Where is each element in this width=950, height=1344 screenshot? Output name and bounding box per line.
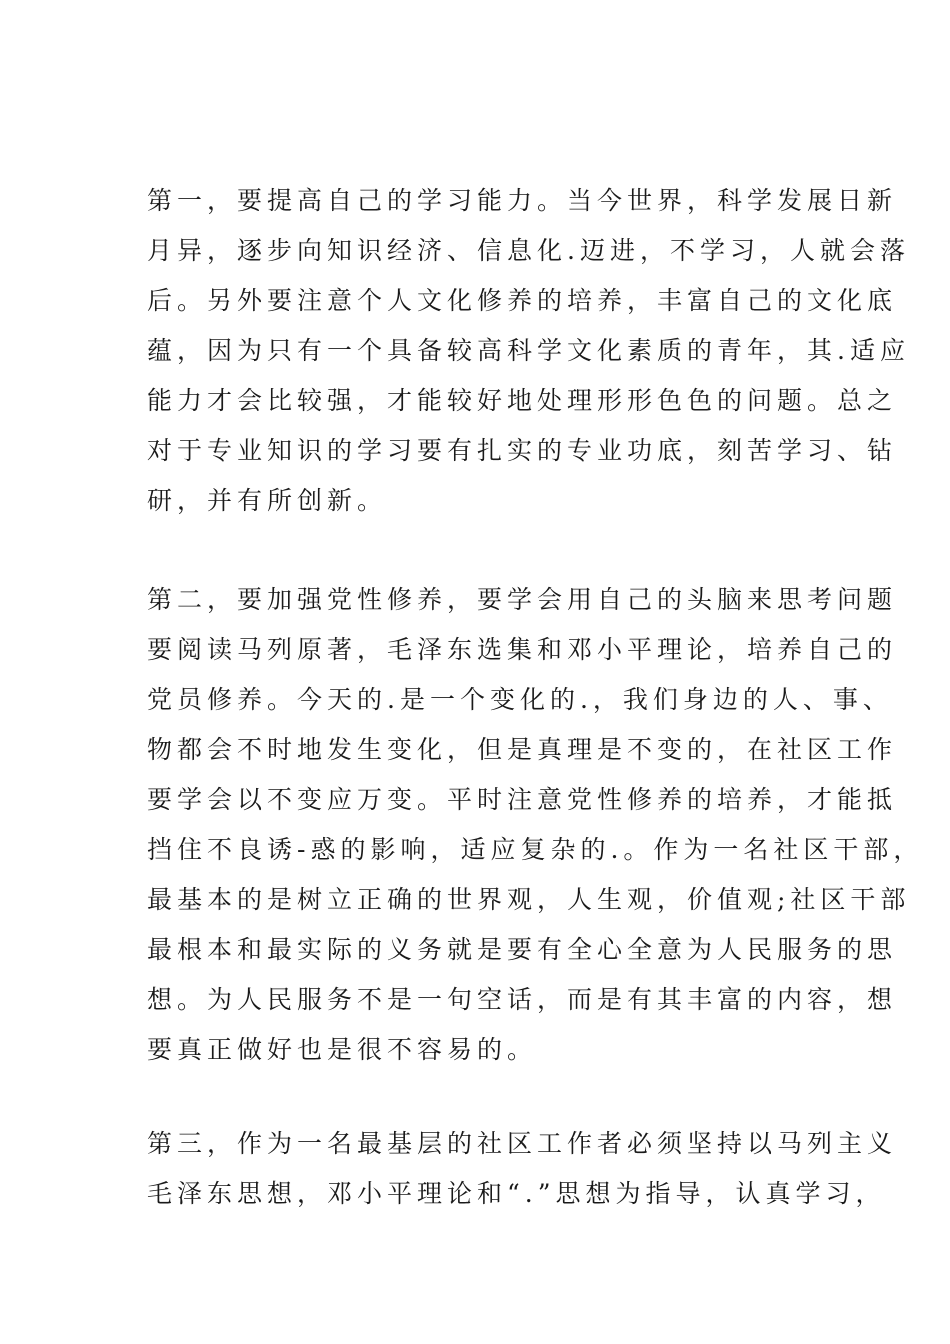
text-line: 想。为人民服务不是一句空话，而是有其丰富的内容，想 — [147, 985, 898, 1014]
text-line: 物都会不时地发生变化，但是真理是不变的，在社区工作 — [147, 735, 898, 764]
text-line: 第二，要加强党性修养，要学会用自己的头脑来思考问题 — [147, 585, 898, 614]
text-line: 后。另外要注意个人文化修养的培养，丰富自己的文化底 — [147, 286, 898, 315]
text-line: 要真正做好也是很不容易的。 — [147, 1035, 538, 1064]
text-line: 第三，作为一名最基层的社区工作者必须坚持以马列主义 — [147, 1129, 898, 1158]
paragraph-2 — [147, 575, 923, 1075]
paragraph-1 — [147, 176, 910, 526]
text-line: 对于专业知识的学习要有扎实的专业功底，刻苦学习、钻 — [147, 436, 898, 465]
text-line: 毛泽东思想，邓小平理论和“.”思想为指导，认真学习， — [147, 1179, 886, 1208]
text-line: 要阅读马列原著，毛泽东选集和邓小平理论，培养自己的 — [147, 635, 898, 664]
text-line: 挡住不良诱-惑的影响，适应复杂的.。作为一名社区干部， — [147, 835, 924, 864]
text-line: 蕴，因为只有一个具备较高科学文化素质的青年，其.适应 — [147, 336, 910, 365]
text-line: 要学会以不变应万变。平时注意党性修养的培养，才能抵 — [147, 785, 898, 814]
text-line: 研，并有所创新。 — [147, 486, 388, 515]
text-line: 党员修养。今天的.是一个变化的.，我们身边的人、事、 — [147, 685, 893, 714]
text-line: 第一，要提高自己的学习能力。当今世界，科学发展日新 — [147, 186, 898, 215]
paragraph-3 — [147, 1119, 897, 1219]
text-line: 月异，逐步向知识经济、信息化.迈进，不学习，人就会落 — [147, 236, 910, 265]
text-line: 最根本和最实际的义务就是要有全心全意为人民服务的思 — [147, 935, 898, 964]
text-line: 最基本的是树立正确的世界观，人生观，价值观;社区干部 — [147, 885, 911, 914]
text-line: 能力才会比较强，才能较好地处理形形色色的问题。总之 — [147, 386, 898, 415]
